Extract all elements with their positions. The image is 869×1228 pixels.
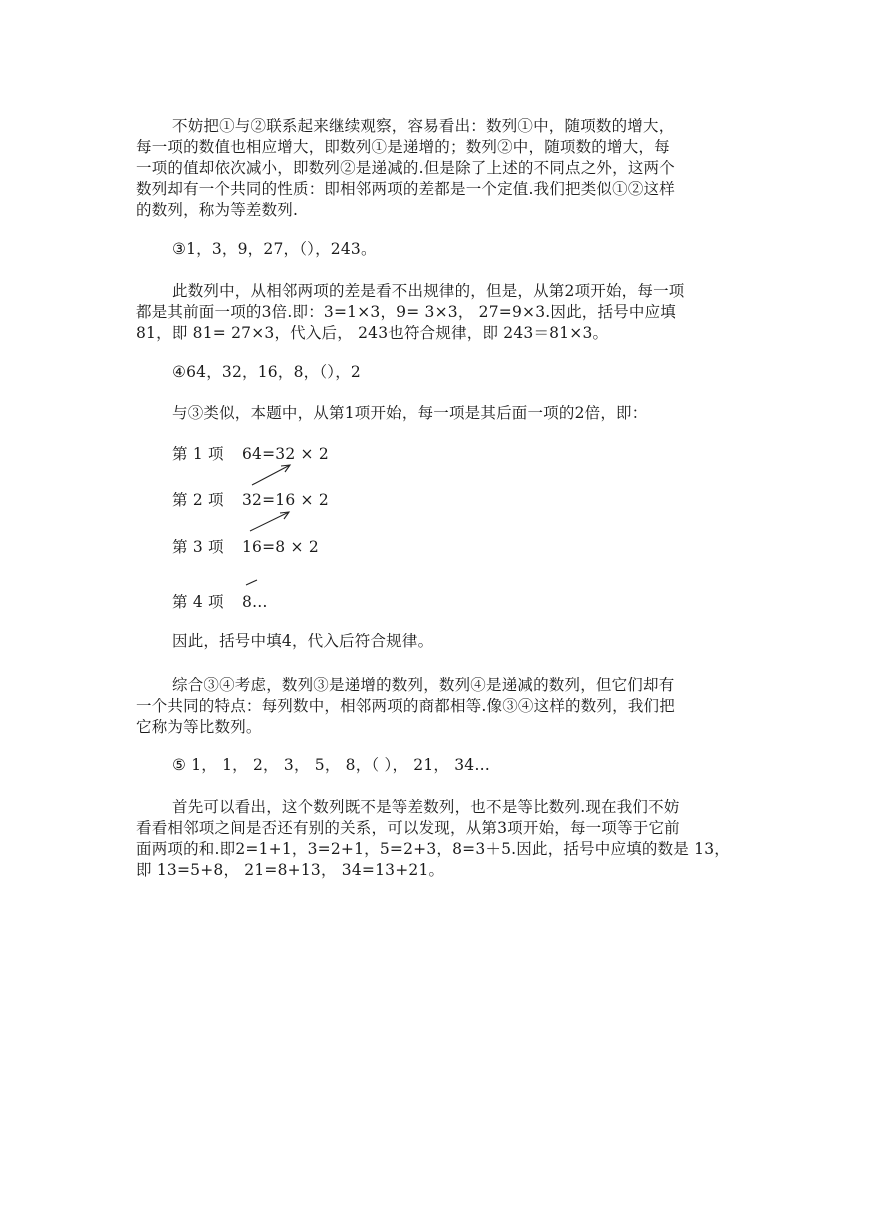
arrow-2-icon: [250, 512, 289, 531]
paragraph-5-line-2: 一个共同的特点：每列数中，相邻两项的商都相等.像③④这样的数列，我们把: [136, 697, 675, 715]
paragraph-1-line-4: 数列却有一个共同的性质：即相邻两项的差都是一个定值.我们把类似①②这样: [136, 180, 675, 198]
term-4-expression: 8…: [242, 593, 268, 611]
arrow-3-stub-icon: [246, 580, 257, 585]
term-1-expression: 64=32 × 2: [242, 445, 329, 463]
paragraph-5-line-1: 综合③④考虑，数列③是递增的数列，数列④是递减的数列，但它们却有: [172, 676, 675, 694]
paragraph-2-line-3: 81，即 81= 27×3，代入后， 243也符合规律，即 243＝81×3。: [136, 324, 609, 342]
term-2-label: 第 2 项: [172, 491, 224, 509]
sequence-3: ③1，3，9，27，（），243。: [172, 240, 377, 258]
paragraph-6-line-2: 看看相邻项之间是否还有别的关系，可以发现，从第3项开始，每一项等于它前: [136, 819, 680, 837]
term-3-label: 第 3 项: [172, 538, 224, 556]
paragraph-1-line-5: 的数列，称为等差数列.: [136, 201, 299, 219]
paragraph-6-line-1: 首先可以看出，这个数列既不是等差数列，也不是等比数列.现在我们不妨: [172, 798, 680, 816]
sequence-5: ⑤ 1， 1， 2， 3， 5， 8，（ ）， 21， 34…: [172, 756, 491, 774]
term-3-expression: 16=8 × 2: [242, 538, 319, 556]
paragraph-2-line-1: 此数列中，从相邻两项的差是看不出规律的，但是，从第2项开始，每一项: [172, 282, 685, 300]
paragraph-1-line-3: 一项的值却依次减小，即数列②是递减的.但是除了上述的不同点之外，这两个: [136, 159, 675, 177]
sequence-4: ④64，32，16，8，（），2: [172, 363, 361, 381]
paragraph-2-line-2: 都是其前面一项的3倍.即：3=1×3，9= 3×3， 27=9×3.因此，括号中应填: [136, 303, 677, 321]
paragraph-5-line-3: 它称为等比数列。: [136, 718, 262, 736]
paragraph-3: 与③类似，本题中，从第1项开始，每一项是其后面一项的2倍，即：: [172, 404, 648, 422]
paragraph-6-line-3: 面两项的和.即2=1+1，3=2+1，5=2+3，8=3＋5.因此，括号中应填的数是 13，: [136, 840, 730, 858]
paragraph-1-line-1: 不妨把①与②联系起来继续观察，容易看出：数列①中，随项数的增大，: [172, 117, 675, 135]
paragraph-1-line-2: 每一项的数值也相应增大，即数列①是递增的；数列②中，随项数的增大，每: [136, 138, 670, 156]
arrow-1-icon: [252, 465, 290, 485]
paragraph-4: 因此，括号中填4，代入后符合规律。: [172, 632, 434, 650]
term-4-label: 第 4 项: [172, 593, 224, 611]
paragraph-6-line-4: 即 13=5+8， 21=8+13， 34=13+21。: [136, 861, 445, 879]
term-1-label: 第 1 项: [172, 445, 224, 463]
term-2-expression: 32=16 × 2: [242, 491, 329, 509]
